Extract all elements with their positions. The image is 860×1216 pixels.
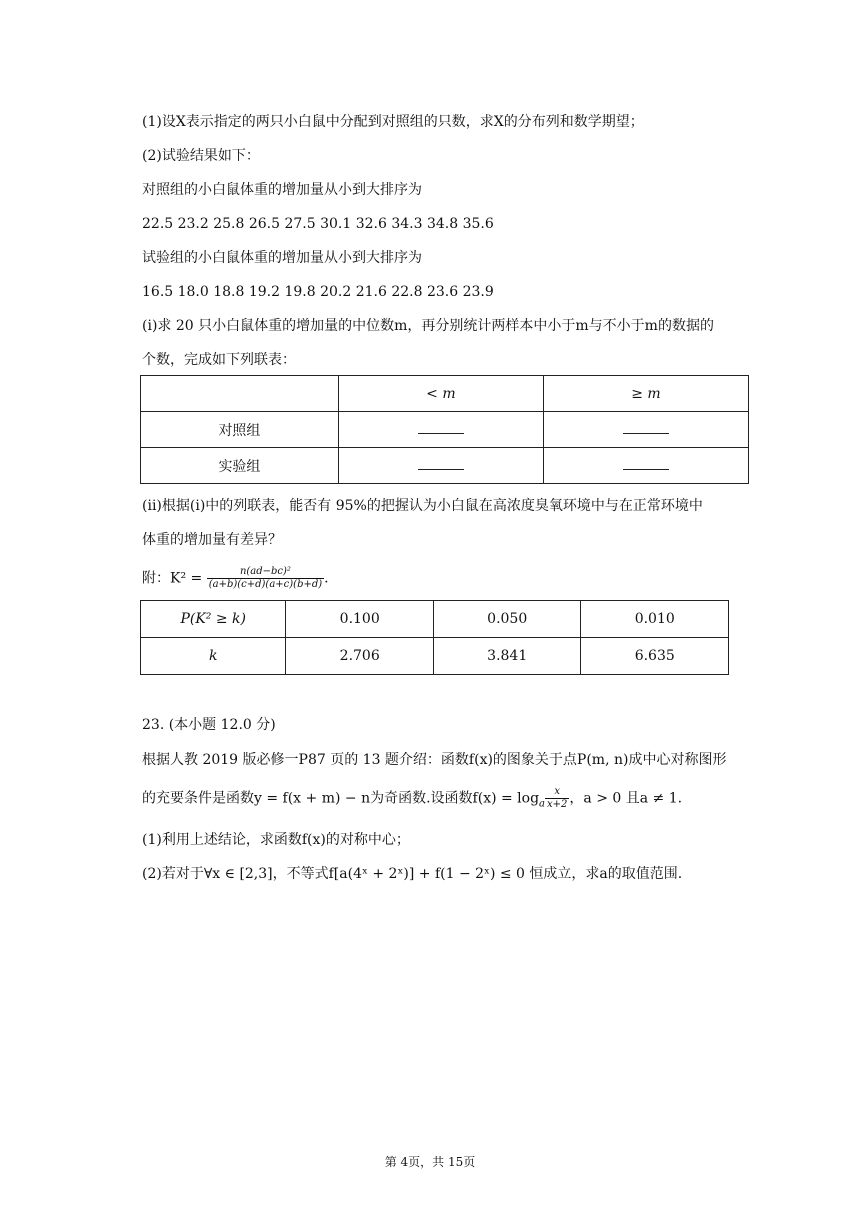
chi-square-formula xyxy=(142,566,329,591)
contingency-header-geq: ≥ m xyxy=(543,376,748,412)
k-table-p-value: 0.010 xyxy=(581,601,729,638)
question-i-line1: (i)求 20 只小白鼠体重的增加量的中位数m，再分别统计两样本中小于m与不小于m的数据的 xyxy=(142,318,714,334)
contingency-row-label: 实验组 xyxy=(141,448,339,484)
page-footer: 第 4页，共 15页 xyxy=(384,1155,476,1169)
log-base: a xyxy=(539,798,546,810)
answer-blank xyxy=(338,412,543,448)
contingency-table xyxy=(140,375,749,484)
formula-fraction xyxy=(207,566,324,591)
answer-blank xyxy=(338,448,543,484)
k-table-k-value: 2.706 xyxy=(286,638,434,675)
contingency-header-empty xyxy=(141,376,339,412)
answer-blank xyxy=(543,412,748,448)
question-23-part1: (1)利用上述结论，求函数f(x)的对称中心； xyxy=(142,832,410,848)
control-group-data: 22.5 23.2 25.8 26.5 27.5 30.1 32.6 34.3 34.8 35.6 xyxy=(142,216,494,232)
contingency-header-less: < m xyxy=(338,376,543,412)
formula-suffix: . xyxy=(324,570,329,587)
formula-prefix: 附：K² = xyxy=(142,570,207,587)
q23-line2-end: ，a > 0 且a ≠ 1. xyxy=(569,790,683,807)
formula-denominator: (a+b)(c+d)(a+c)(b+d) xyxy=(208,579,323,590)
experiment-group-intro: 试验组的小白鼠体重的增加量从小到大排序为 xyxy=(142,250,422,266)
answer-blank xyxy=(543,448,748,484)
critical-value-table xyxy=(140,600,729,675)
contingency-row-label: 对照组 xyxy=(141,412,339,448)
question-23-title: 23. (本小题 12.0 分) xyxy=(142,717,276,733)
log-fraction xyxy=(545,786,569,811)
experiment-group-data: 16.5 18.0 18.8 19.2 19.8 20.2 21.6 22.8 23.6 23.9 xyxy=(142,284,494,300)
question-23-part2: (2)若对于∀x ∈ [2,3]，不等式f[a(4ˣ + 2ˣ)] + f(1 − 2ˣ) ≤ 0 恒成立，求a的取值范围. xyxy=(142,866,683,882)
control-group-intro: 对照组的小白鼠体重的增加量从小到大排序为 xyxy=(142,182,422,198)
k-table-p-value: 0.100 xyxy=(286,601,434,638)
k-table-k-value: 6.635 xyxy=(581,638,729,675)
question-ii-line2: 体重的增加量有差异？ xyxy=(142,532,282,548)
question-23-line2 xyxy=(142,786,682,814)
k-table-header-label: P(K² ≥ k) xyxy=(141,601,286,638)
q23-line2-start: 的充要条件是函数y = f(x + m) − n为奇函数.设函数f(x) = log xyxy=(142,790,540,807)
k-table-row-label: k xyxy=(141,638,286,675)
question-2-text: (2)试验结果如下： xyxy=(142,148,260,164)
k-table-k-value: 3.841 xyxy=(433,638,581,675)
k-table-p-value: 0.050 xyxy=(433,601,581,638)
question-23-line1: 根据人教 2019 版必修一P87 页的 13 题介绍：函数f(x)的图象关于点P(m, n)成中心对称图形 xyxy=(142,752,727,768)
formula-numerator: n(ad−bc)² xyxy=(207,566,324,579)
log-fraction-numerator: x xyxy=(545,786,569,799)
question-ii-line1: (ii)根据(i)中的列联表，能否有 95%的把握认为小白鼠在高浓度臭氧环境中与在正常环境中 xyxy=(142,498,703,514)
log-fraction-denominator: x+2 xyxy=(547,799,568,810)
question-1-text: (1)设X表示指定的两只小白鼠中分配到对照组的只数，求X的分布列和数学期望； xyxy=(142,114,644,130)
question-i-line2: 个数，完成如下列联表： xyxy=(142,352,296,368)
